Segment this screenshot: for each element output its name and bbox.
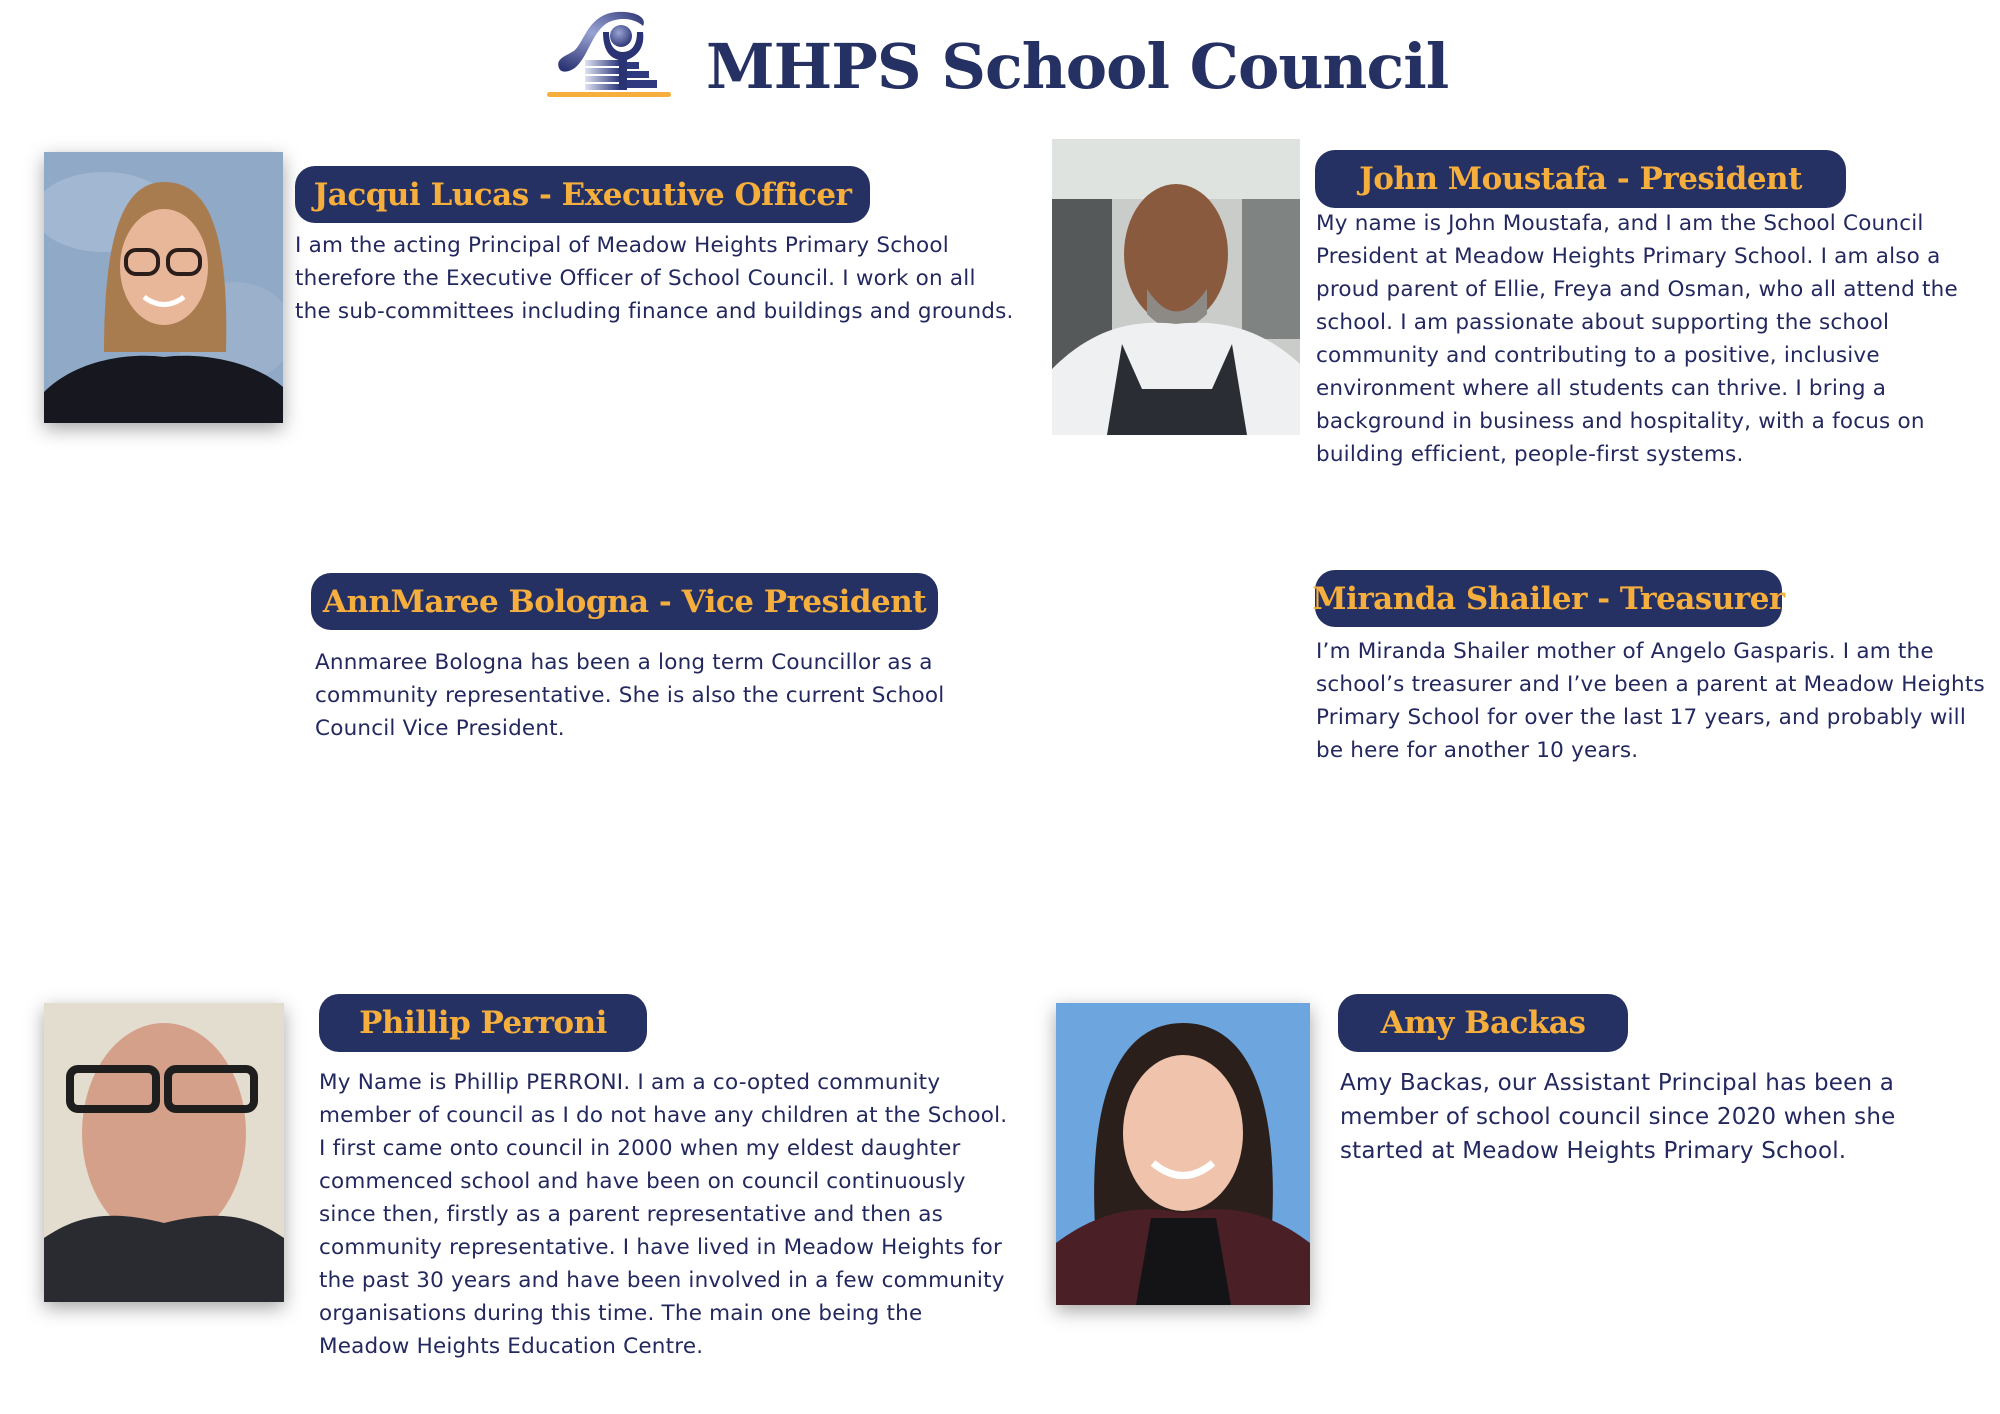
member-heading-badge: [1312, 570, 1785, 627]
member-bio: Amy Backas, our Assistant Principal has been a member of school council since 2020 when she started at Meadow Heights Primary School.: [1340, 1070, 1896, 1164]
member-heading: Amy Backas: [1380, 1005, 1586, 1041]
member-heading-badge: [295, 166, 870, 223]
member-photo-jacqui-lucas: [44, 152, 283, 423]
member-photo-phillip-perroni: [44, 1003, 284, 1302]
member-bio: My Name is Phillip PERRONI. I am a co-opted community member of council as I do not have any children at the School. I first came onto council in 2000 when my eldest daughter commenced school and have been on council continuously since then, firstly as a parent representative and then as community representative. I have lived in Meadow Heights for the past 30 years and have been involved in a few community organisations during this time. The main one being the Meadow Heights Education Centre.: [319, 1070, 1008, 1359]
member-heading: John Moustafa - President: [1359, 161, 1802, 197]
member-heading: Miranda Shailer - Treasurer: [1312, 580, 1785, 617]
member-photo-john-moustafa: [1052, 139, 1300, 435]
portrait-photo-icon: [44, 1003, 284, 1302]
member-heading-badge: [1338, 994, 1628, 1052]
member-bio: Annmaree Bologna has been a long term Councillor as a community representative. She is also the current School Council Vice President.: [315, 650, 945, 741]
portrait-photo-icon: [1052, 139, 1300, 435]
member-photo-amy-backas: [1056, 1003, 1310, 1305]
member-heading: Jacqui Lucas - Executive Officer: [313, 176, 852, 213]
portrait-photo-icon: [44, 152, 283, 423]
member-heading: Phillip Perroni: [359, 1005, 607, 1041]
member-heading: AnnMaree Bologna - Vice President: [322, 583, 927, 620]
member-heading-badge: [311, 573, 938, 630]
member-bio: I’m Miranda Shailer mother of Angelo Gasparis. I am the school’s treasurer and I’ve been a parent at Meadow Heights Primary School for over the last 17 years, and probably will be here for another 10 years.: [1316, 639, 1985, 763]
member-bio: I am the acting Principal of Meadow Heights Primary School therefore the Executive Officer of School Council. I work on all the sub-committees including finance and buildings and grounds.: [295, 233, 1014, 324]
page-title: MHPS School Council: [706, 30, 1449, 103]
member-heading-badge: [1315, 150, 1846, 208]
member-bio: My name is John Moustafa, and I am the School Council President at Meadow Heights Primary School. I am also a proud parent of Ellie, Freya and Osman, who all attend the school. I am passionate about supporting the school community and contributing to a positive, inclusive environment where all students can thrive. I bring a background in business and hospitality, with a focus on building efficient, people-first systems.: [1316, 211, 1958, 467]
member-heading-badge: [319, 994, 647, 1052]
school-logo-icon: [545, 6, 673, 98]
portrait-photo-icon: [1056, 1003, 1310, 1305]
